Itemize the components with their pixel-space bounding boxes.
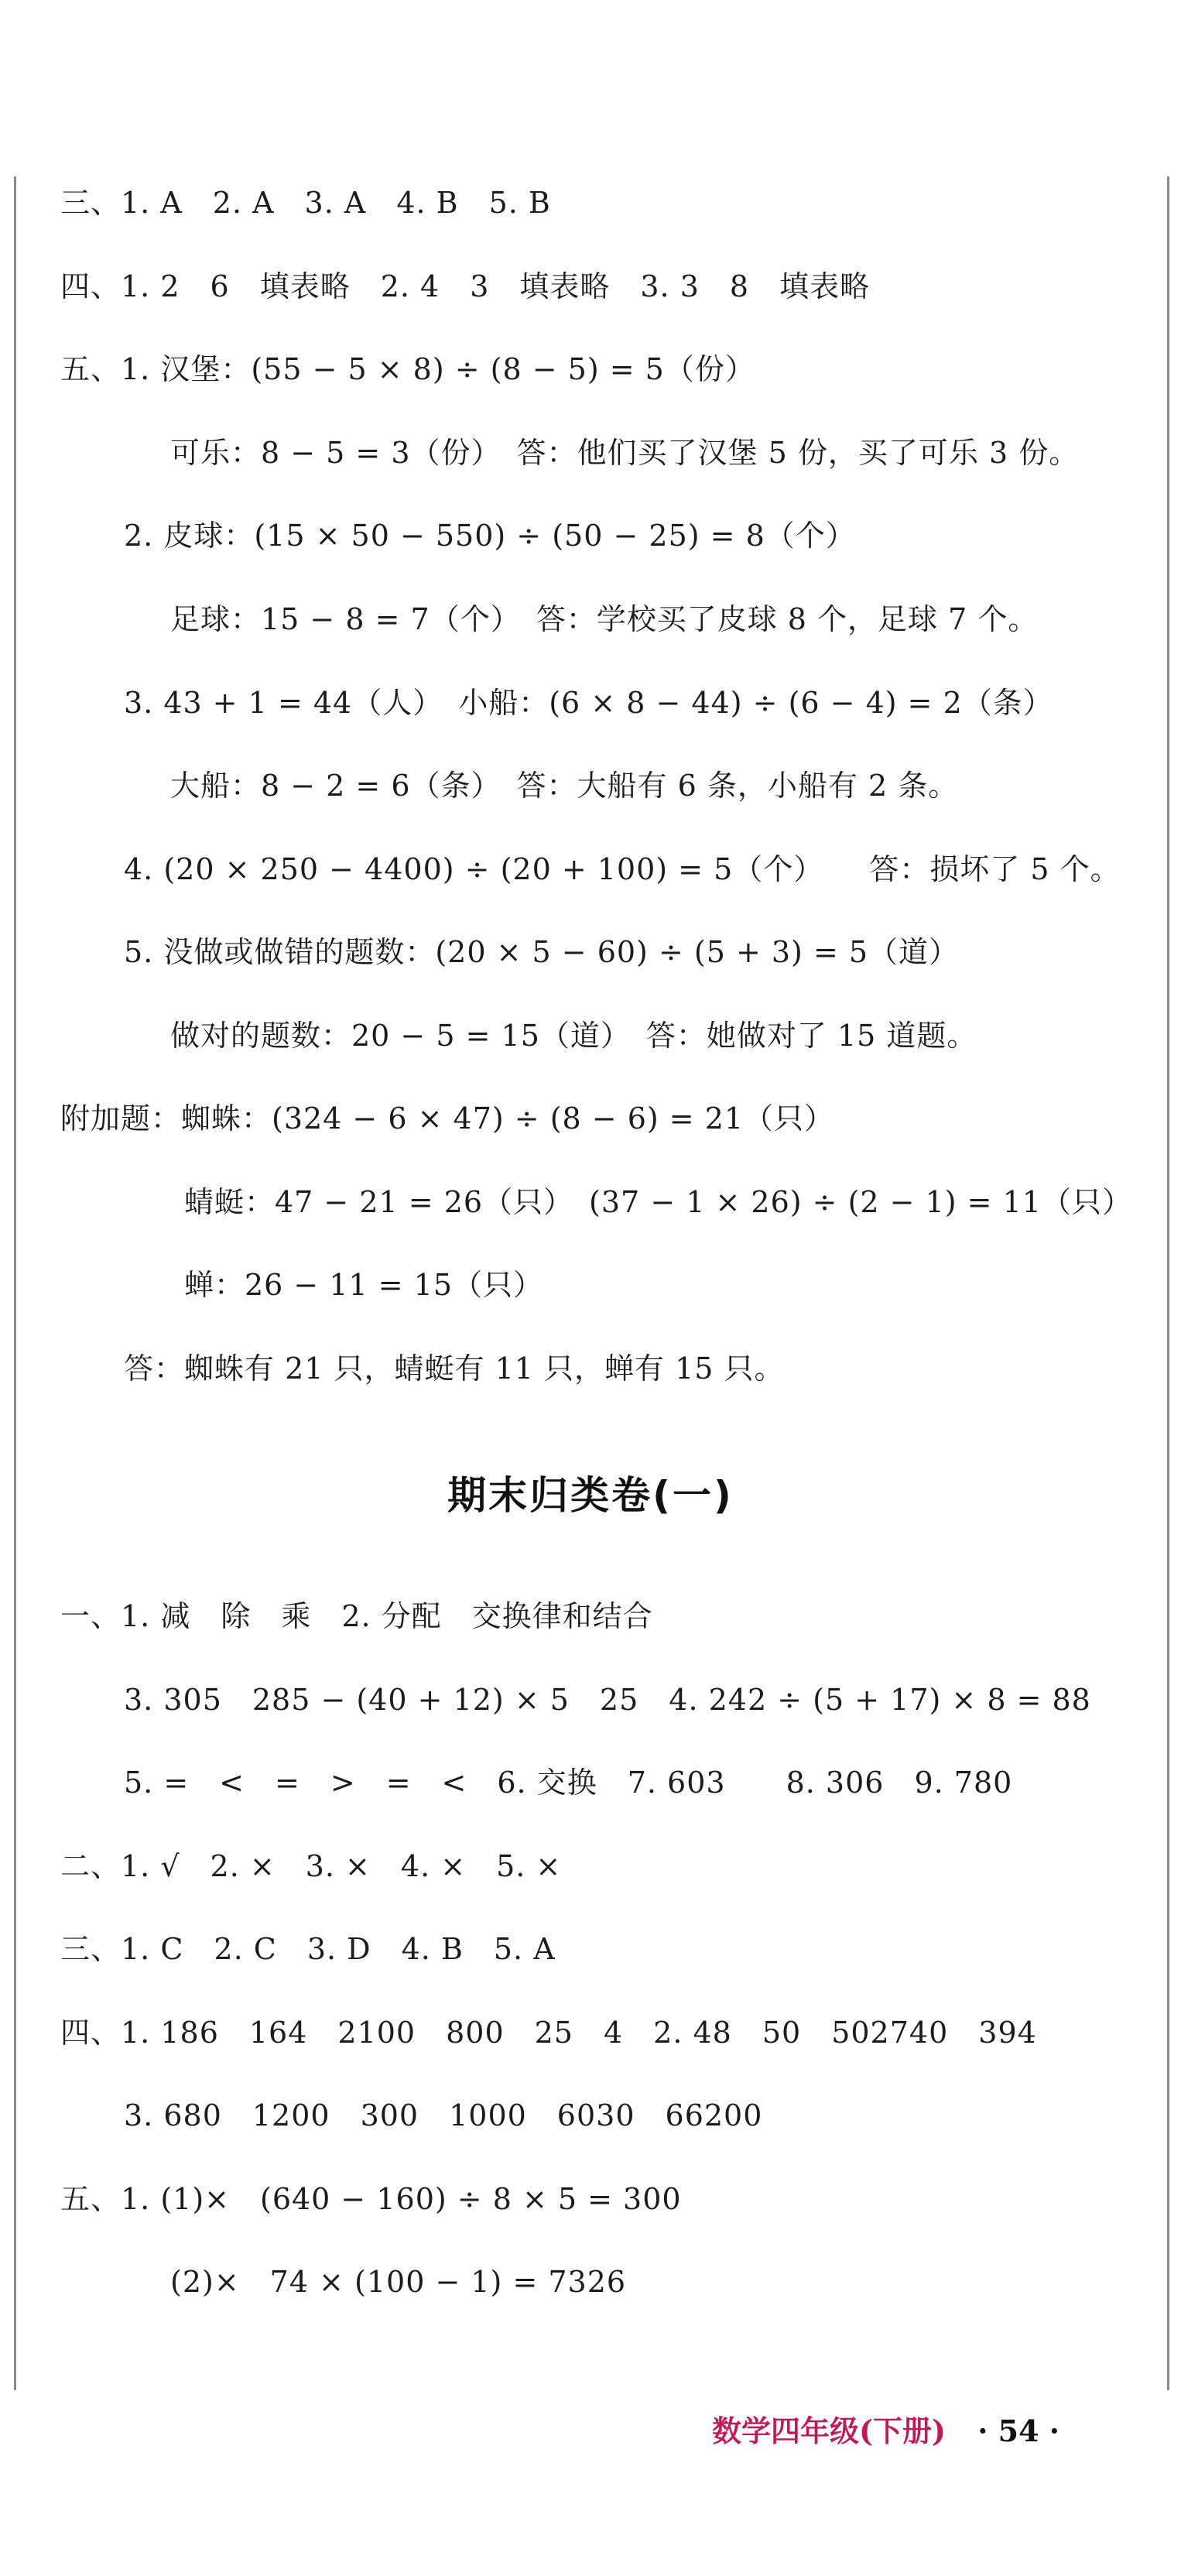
answer-line: 可乐：8 − 5 = 3（份） 答：他们买了汉堡 5 份，买了可乐 3 份。 — [170, 436, 1080, 470]
answer-line: 3. 680 1200 300 1000 6030 66200 — [124, 2098, 763, 2132]
answer-line: 2. 皮球：(15 × 50 − 550) ÷ (50 − 25) = 8（个） — [124, 519, 856, 553]
answer-line: 大船：8 − 2 = 6（条） 答：大船有 6 条，小船有 2 条。 — [170, 769, 959, 803]
answer-line: 三、1. C 2. C 3. D 4. B 5. A — [60, 1932, 556, 1966]
answer-line: 足球：15 − 8 = 7（个） 答：学校买了皮球 8 个，足球 7 个。 — [170, 602, 1039, 636]
section-title: 期末归类卷(一) — [447, 1473, 734, 1518]
answer-line: 蜻蜓：47 − 21 = 26（只） (37 − 1 × 26) ÷ (2 − 1) = 11（只） — [184, 1185, 1132, 1219]
answer-line: 5. = < = > = < 6. 交换 7. 603 8. 306 9. 780 — [124, 1766, 1013, 1800]
left-margin-rule — [14, 176, 16, 2390]
answer-line: 3. 43 + 1 = 44（人） 小船：(6 × 8 − 44) ÷ (6 − 4) = 2（条） — [124, 686, 1053, 720]
answer-line: 3. 305 285 − (40 + 12) × 5 25 4. 242 ÷ (5 + 17) × 8 = 88 — [124, 1683, 1091, 1717]
answer-line: 三、1. A 2. A 3. A 4. B 5. B — [60, 186, 551, 220]
answer-line: (2)× 74 × (100 − 1) = 7326 — [170, 2265, 627, 2299]
answer-line: 四、1. 186 164 2100 800 25 4 2. 48 50 502740 394 — [60, 2016, 1037, 2050]
answer-line: 二、1. √ 2. × 3. × 4. × 5. × — [60, 1849, 562, 1883]
page-number: · 54 · — [977, 2413, 1060, 2448]
right-margin-rule — [1167, 176, 1169, 2390]
book-label: 数学四年级(下册) — [712, 2413, 946, 2448]
answer-line: 五、1. 汉堡：(55 − 5 × 8) ÷ (8 − 5) = 5（份） — [60, 352, 755, 386]
answer-line: 4. (20 × 250 − 4400) ÷ (20 + 100) = 5（个） 答：损坏了 5 个。 — [124, 852, 1121, 886]
answer-line: 一、1. 减 除 乘 2. 分配 交换律和结合 — [60, 1599, 653, 1633]
answer-line: 蝉：26 − 11 = 15（只） — [184, 1268, 544, 1302]
answer-line: 做对的题数：20 − 5 = 15（道） 答：她做对了 15 道题。 — [170, 1019, 977, 1053]
answer-line: 四、1. 2 6 填表略 2. 4 3 填表略 3. 3 8 填表略 — [60, 269, 871, 303]
answer-line: 5. 没做或做错的题数：(20 × 5 − 60) ÷ (5 + 3) = 5（道） — [124, 935, 960, 969]
answer-line: 附加题：蜘蛛：(324 − 6 × 47) ÷ (8 − 6) = 21（只） — [60, 1101, 835, 1136]
answer-line: 答：蜘蛛有 21 只，蜻蜓有 11 只，蝉有 15 只。 — [124, 1351, 785, 1386]
answer-line: 五、1. (1)× (640 − 160) ÷ 8 × 5 = 300 — [60, 2182, 682, 2216]
page-footer — [712, 2407, 1059, 2450]
